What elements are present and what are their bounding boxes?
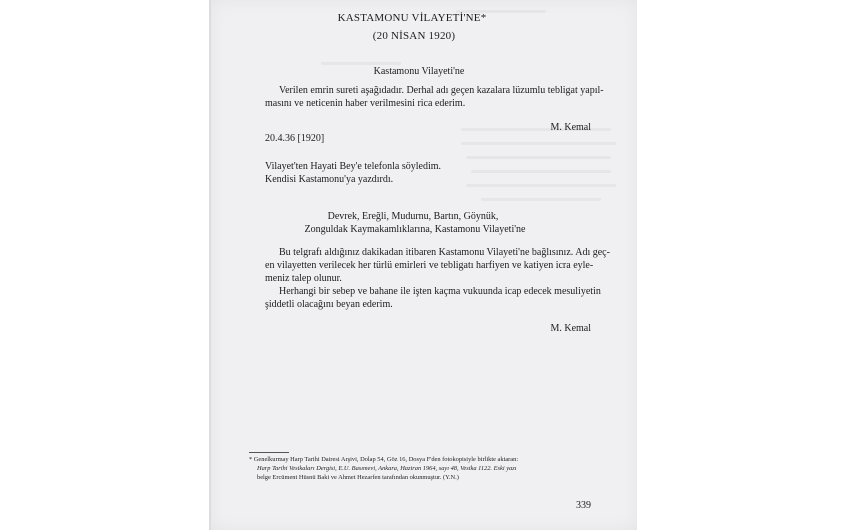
document-page	[211, 0, 637, 530]
section3-paragraph-line: en vilayetten verilecek her türlü emirleri ve tebligatı harfiyen ve katiyen icra eyle-	[265, 260, 594, 271]
section2-line: Vilayet'ten Hayati Bey'e telefonla söyledim.	[265, 161, 442, 172]
section1-signature: M. Kemal	[550, 122, 591, 133]
section2-date: 20.4.36 [1920]	[265, 133, 325, 144]
section3-addressee: Devrek, Ereğli, Mudurnu, Bartın, Göynük,	[327, 211, 499, 222]
bleed-through	[466, 156, 611, 159]
date-heading: (20 NİSAN 1920)	[372, 30, 456, 42]
bleed-through	[321, 62, 401, 65]
section1-line: Verilen emrin sureti aşağıdadır. Derhal adı geçen kazalara lüzumlu tebligat yapıl-	[279, 85, 604, 96]
section3-paragraph-line: şiddetli olacağını beyan ederim.	[265, 299, 393, 310]
section3-paragraph-line: Bu telgrafı aldığınız dakikadan itibaren Kastamonu Vilayeti'ne bağlısınız. Adı geç-	[279, 247, 610, 258]
section1-line: masını ve neticenin haber verilmesini rica ederim.	[265, 98, 466, 109]
footnote-line: * Genelkurmay Harp Tarihi Dairesi Arşivi, Dolap 54, Göz 16, Dosya F'den fotokopisiyle birlikte aktaran:	[249, 456, 519, 463]
section1-addressee: Kastamonu Vilayeti'ne	[373, 66, 465, 77]
footnote-line: belge Ercüment Hüsnü Baki ve Ahmet Hezarfen tarafından okunmuştur. (Y.N.)	[257, 474, 459, 481]
section3-paragraph-line: Herhangi bir sebep ve bahane ile işten kaçma vukuunda icap edecek mesuliyetin	[279, 286, 601, 297]
section3-paragraph-line: meniz talep olunur.	[265, 273, 342, 284]
footnote-line: Harp Tarihi Vesikaları Dergisi, E.U. Basımevi, Ankara, Haziran 1964, sayı 48, Vesika 1122. Eski yazı	[257, 465, 517, 472]
page-number: 339	[576, 500, 591, 511]
document-title: KASTAMONU VİLAYETİ'NE*	[337, 12, 487, 24]
section3-signature: M. Kemal	[550, 323, 591, 334]
bleed-through	[481, 198, 601, 201]
section2-line: Kendisi Kastamonu'ya yazdırdı.	[265, 174, 394, 185]
bleed-through	[461, 142, 616, 145]
bleed-through	[466, 184, 616, 187]
footnote-rule	[249, 452, 289, 453]
section3-addressee: Zonguldak Kaymakamlıklarına, Kastamonu Vilayeti'ne	[304, 224, 526, 235]
bleed-through	[471, 170, 611, 173]
